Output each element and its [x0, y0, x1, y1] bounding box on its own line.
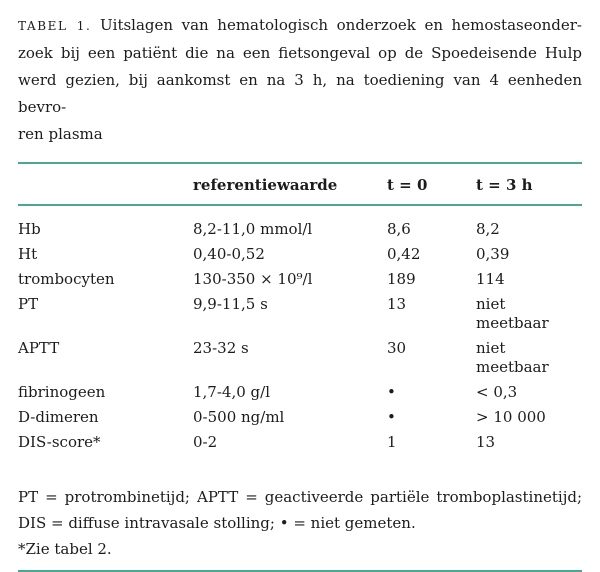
- row-label: trombocyten: [18, 270, 115, 288]
- table-row: [18, 205, 582, 242]
- table-row: [18, 336, 582, 380]
- header-row: [18, 163, 582, 205]
- column-header-t3: t = 3 h: [476, 163, 582, 205]
- cell-t3: niet meetbaar: [476, 295, 549, 332]
- cell-t0: •: [387, 383, 396, 401]
- row-label: PT: [18, 295, 39, 313]
- footnote-abbreviations-line2: DIS = diffuse intravasale stolling; • = niet gemeten.: [18, 514, 416, 532]
- caption-line: ren plasma: [18, 125, 103, 143]
- footnote-asterisk: *Zie tabel 2.: [18, 540, 112, 558]
- results-table: [18, 162, 582, 458]
- row-label: APTT: [18, 339, 60, 357]
- caption-text: Uitslagen van hematologisch onderzoek en hemostaseonder-: [91, 16, 583, 34]
- cell-t0: 0,42: [387, 245, 421, 263]
- caption-line: [18, 12, 582, 40]
- cell-reference: 8,2-11,0 mmol/l: [193, 220, 313, 238]
- cell-t3: 0,39: [476, 245, 510, 263]
- column-header-reference: referentiewaarde: [193, 163, 387, 205]
- table-number-label: TABEL 1.: [18, 19, 92, 33]
- cell-reference: 1,7-4,0 g/l: [193, 383, 270, 401]
- cell-t0: 8,6: [387, 220, 411, 238]
- row-label: Ht: [18, 245, 38, 263]
- cell-t0: 189: [387, 270, 416, 288]
- cell-reference: 0,40-0,52: [193, 245, 265, 263]
- cell-t3: > 10 000: [476, 408, 546, 426]
- footnotes: [18, 484, 582, 562]
- cell-t3: < 0,3: [476, 383, 518, 401]
- table-row: [18, 242, 582, 267]
- cell-reference: 9,9-11,5 s: [193, 295, 268, 313]
- cell-t0: •: [387, 408, 396, 426]
- cell-t3: 114: [476, 270, 505, 288]
- table-row: [18, 430, 582, 458]
- table-row: [18, 380, 582, 405]
- cell-reference: 23-32 s: [193, 339, 249, 357]
- row-label: Hb: [18, 220, 41, 238]
- table-row: [18, 267, 582, 292]
- cell-t0: 30: [387, 339, 407, 357]
- cell-t3: niet meetbaar: [476, 339, 549, 376]
- table-row: [18, 292, 582, 336]
- column-header-t0: t = 0: [387, 163, 476, 205]
- caption-line: werd gezien, bij aankomst en na 3 h, na toediening van 4 eenheden bevro-: [18, 71, 582, 116]
- cell-reference: 130-350 × 10⁹/l: [193, 270, 313, 288]
- cell-t0: 13: [387, 295, 407, 313]
- cell-reference: 0-2: [193, 433, 218, 451]
- cell-t3: 13: [476, 433, 496, 451]
- table-caption: [18, 12, 582, 148]
- footnote-abbreviations-line1: PT = protrombinetijd; APTT = geactiveerde partiële tromboplastinetijd;: [18, 488, 582, 506]
- cell-reference: 0-500 ng/ml: [193, 408, 285, 426]
- cell-t0: 1: [387, 433, 397, 451]
- table-row: [18, 405, 582, 430]
- row-label: fibrinogeen: [18, 383, 106, 401]
- column-header-parameter: [18, 163, 193, 205]
- caption-line: zoek bij een patiënt die na een fietsongeval op de Spoedeisende Hulp: [18, 44, 582, 62]
- row-label: DIS-score*: [18, 433, 101, 451]
- row-label: D-dimeren: [18, 408, 99, 426]
- cell-t3: 8,2: [476, 220, 500, 238]
